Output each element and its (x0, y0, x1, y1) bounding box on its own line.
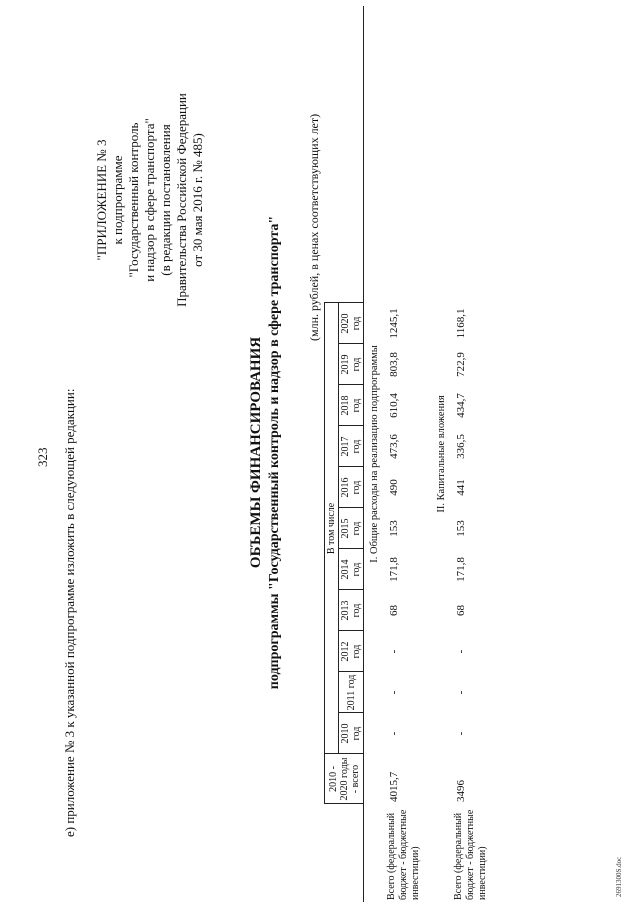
table-header-row (325, 6, 339, 902)
file-name-footer: 2691300S.doc (615, 856, 623, 897)
cell-total: 3496 (455, 780, 467, 802)
table-row (453, 6, 489, 902)
cell-value: 171,8 (388, 557, 400, 582)
header-year: 2011 год (339, 672, 364, 713)
header-total: 2010 - 2020 годы - всего (325, 754, 364, 804)
table-row (386, 6, 422, 902)
cell-value: 153 (455, 520, 467, 537)
header-year: 2010 год (339, 713, 364, 754)
section-title: I. Общие расходы на реализацию подпрограммы (369, 345, 380, 563)
row-spacer (453, 6, 489, 303)
header-empty-cell (325, 804, 364, 902)
appendix-line: от 30 мая 2016 г. № 485) (190, 133, 205, 267)
cell-total: 4015,7 (388, 771, 400, 802)
appendix-line: к подпрограмме (110, 155, 125, 245)
section-title: II. Капитальные вложения (436, 395, 447, 513)
cell-value: 68 (388, 605, 400, 616)
header-year: 2018 год (339, 385, 364, 426)
cell-value: 1168,1 (455, 308, 467, 339)
document-subtitle: подпрограммы "Государственный контроль и надзор в сфере транспорта" (267, 215, 282, 690)
appendix-line: (в редакции постановления (158, 124, 173, 276)
header-empty-cell (325, 6, 364, 303)
cell-value: - (455, 690, 467, 695)
units-note: (млн. рублей, в ценах соответствующих лет) (307, 113, 321, 341)
cell-value: 171,8 (455, 557, 467, 582)
cell-value: 434,7 (455, 393, 467, 418)
cell-value: - (388, 649, 400, 654)
appendix-line: "Государственный контроль (126, 122, 141, 278)
appendix-header (94, 35, 206, 365)
cell-value: - (388, 731, 400, 736)
row-label: Всего (федеральный бюджет - бюджетные инвестиции) (453, 809, 488, 900)
cell-value: - (455, 649, 467, 654)
header-year: 2017 год (339, 426, 364, 467)
appendix-line: Правительства Российской Федерации (174, 93, 189, 307)
row-spacer (386, 6, 422, 303)
row-label: Всего (федеральный бюджет - бюджетные инвестиции) (386, 809, 421, 900)
header-year: 2013 год (339, 590, 364, 631)
header-year: 2014 год (339, 549, 364, 590)
cell-value: 803,8 (388, 352, 400, 377)
financing-table (324, 6, 489, 902)
cell-value: 473,6 (388, 434, 400, 459)
section-title-row (364, 6, 387, 902)
cell-value: 68 (455, 605, 467, 616)
header-year: 2019 год (339, 344, 364, 385)
header-year: 2016 год (339, 467, 364, 508)
header-year: 2012 год (339, 631, 364, 672)
document-title: ОБЪЕМЫ ФИНАНСИРОВАНИЯ (248, 336, 264, 569)
intro-text: е) приложение № 3 к указанной подпрограмме изложить в следующей редакции: (62, 388, 77, 837)
cell-value: 610,4 (388, 393, 400, 418)
cell-value: 722,9 (455, 352, 467, 377)
header-year: 2020 год (339, 303, 364, 344)
cell-value: 153 (388, 520, 400, 537)
appendix-line: и надзор в сфере транспорта" (142, 118, 157, 282)
cell-value: 441 (455, 479, 467, 496)
cell-value: - (455, 731, 467, 736)
cell-value: 336,5 (455, 434, 467, 459)
header-group: В том числе (325, 303, 339, 754)
cell-value: 1245,1 (388, 308, 400, 339)
cell-value: - (388, 690, 400, 695)
section-title-row (422, 6, 453, 902)
cell-value: 490 (388, 479, 400, 496)
header-year: 2015 год (339, 508, 364, 549)
appendix-line: "ПРИЛОЖЕНИЕ № 3 (94, 139, 109, 261)
page-number: 323 (35, 447, 50, 467)
